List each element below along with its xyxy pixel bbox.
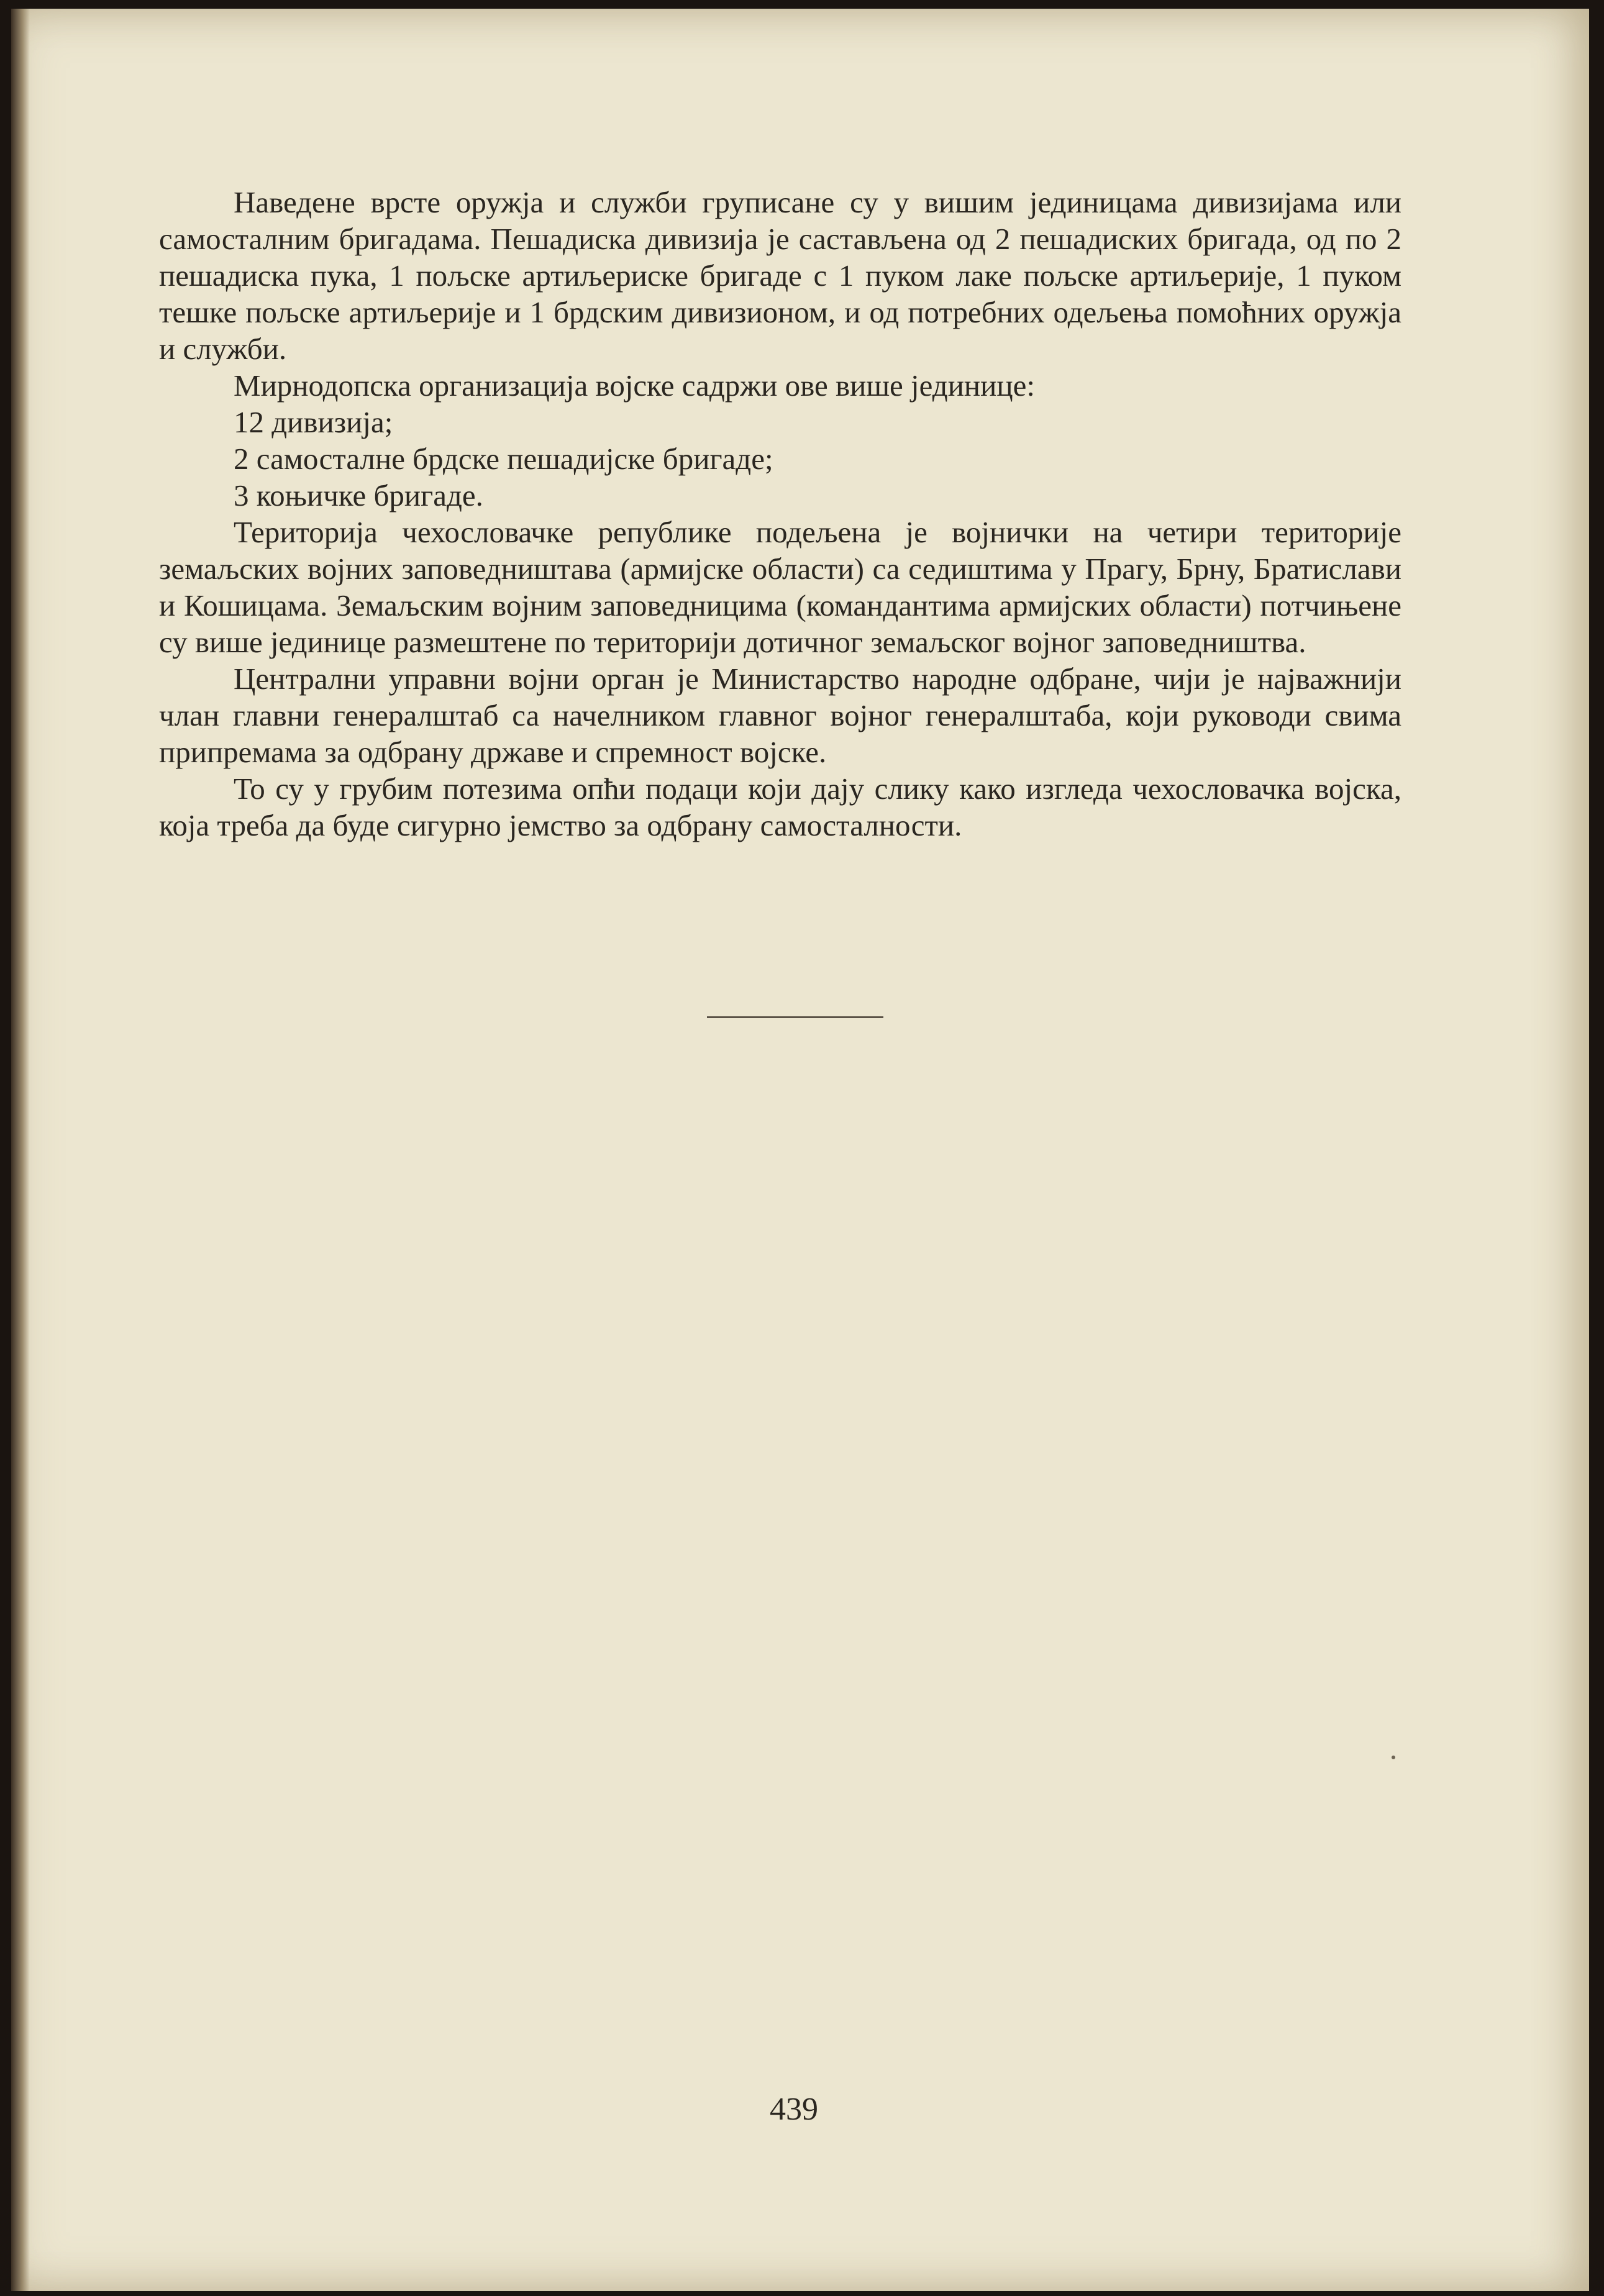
book-spine-shadow [11, 9, 30, 2291]
book-page [11, 9, 1589, 2291]
paragraph-peacetime-organization: Мирнодопска организација војске садржи ове више јединице: [234, 368, 1035, 403]
paper-speck [1392, 1756, 1395, 1759]
body-text [159, 184, 1401, 844]
page-number: 439 [770, 2092, 818, 2127]
paragraph-territory: Територија чехословачке републике подељена је војнички на четири територије земаљских војних заповедништава (армијске области) са седиштима у Прагу, Брну, Братислави и Кошицама. Земаљским војним заповедницима (командантима армијских области) потчињене су више јединице размештене по територији дотичног земаљског војног заповедништва. [159, 515, 1401, 659]
list-item-cavalry-brigades: 3 коњичке бригаде. [234, 478, 483, 512]
paragraph-ministry: Централни управни војни орган је Министарство народне одбране, чији је најважнији члан главни генералштаб са начелником главног војног генералштаба, који руководи свима припремама за одбрану државе и спремност војске. [159, 662, 1401, 769]
list-item-mountain-brigades: 2 самосталне брдске пешадијске бригаде; [234, 442, 773, 476]
paragraph-summary: То су у грубим потезима опћи подаци који дају слику како изгледа чехословачка војска, која треба да буде сигурно јемство за одбрану самосталности. [159, 772, 1401, 842]
section-separator-line [707, 1016, 883, 1018]
paragraph-units: Наведене врсте оружја и служби груписане су у вишим јединицама дивизијама или самосталним бригадама. Пешадиска дивизија је састављена од 2 пешадиских бригада, од по 2 пешадиска пука, 1 пољске артиљериске бригаде с 1 пуком лаке пољске артиљерије, 1 пуком тешке пољске артиљерије и 1 брдским дивизионом, и од потребних одељења помоћних оружја и служби. [159, 185, 1401, 366]
list-item-divisions: 12 дивизија; [234, 405, 393, 439]
